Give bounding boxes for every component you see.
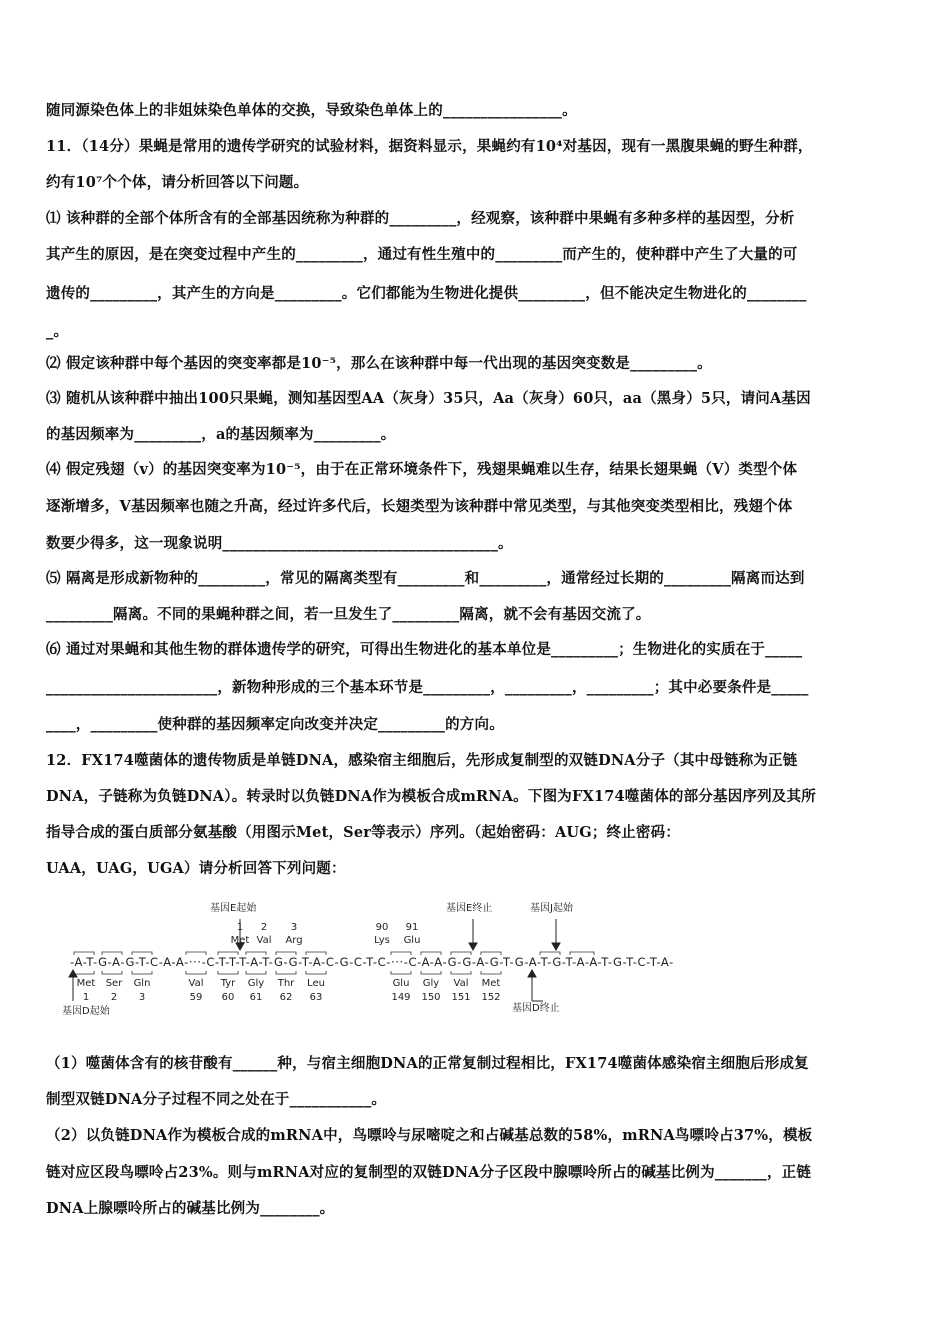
text-line: DNA上腺嘌呤所占的碱基比例为________。 xyxy=(46,1200,335,1217)
gene-d-aa-number: 62 xyxy=(279,992,293,1003)
question-12-line: 12．FX174噬菌体的遗传物质是单链DNA，感染宿主细胞后，先形成复制型的双链DNA分子（其中母链称为正链 xyxy=(46,752,798,769)
gene-d-aa-number: 61 xyxy=(249,992,263,1003)
text-line: 其产生的原因，是在突变过程中产生的_________，通过有性生殖中的_________而产生的，使种群中产生了大量的可 xyxy=(46,246,798,263)
gene-d-aa-name: Val xyxy=(453,978,469,989)
gene-e-aa-number: 3 xyxy=(290,922,298,933)
gene-d-aa-number: 151 xyxy=(451,992,471,1003)
gene-e-aa-number: 2 xyxy=(260,922,268,933)
gene-e-amino-acids xyxy=(231,922,421,946)
gene-e-aa-number: 91 xyxy=(405,922,419,933)
text-line: 指导合成的蛋白质部分氨基酸（用图示Met，Ser等表示）序列。（起始密码：AUG；终止密码： xyxy=(46,824,681,841)
gene-d-aa-number: 60 xyxy=(221,992,235,1003)
text-line: UAA，UAG，UGA）请分析回答下列问题： xyxy=(46,860,346,877)
gene-j-start-label: 基因J起始 xyxy=(530,903,573,914)
dna-sequence: -A-T-G-A-G-T-C-A-A-···-C-T-T-T-A-T-G-G-T-A-C-G-C-T-C-···-C-A-A-G-G-A-G-T-G-A-T-G-T-A-A-T-G-T-C-T-A- xyxy=(70,955,674,969)
gene-e-stop-label: 基因E终止 xyxy=(446,903,493,914)
text-line: _______________________，新物种形成的三个基本环节是_________，_________，_________；其中必要条件是_____ xyxy=(46,679,809,696)
gene-d-aa-name: Ser xyxy=(105,978,123,989)
text-line: 约有10⁷个个体，请分析回答以下问题。 xyxy=(46,174,309,191)
text-line: ⑹ 通过对果蝇和其他生物的群体遗传学的研究，可得出生物进化的基本单位是_________；生物进化的实质在于_____ xyxy=(46,641,803,658)
gene-e-aa-name: Lys xyxy=(374,935,390,946)
text-line: ⑵ 假定该种群中每个基因的突变率都是10⁻⁵，那么在该种群中每一代出现的基因突变数是_________。 xyxy=(46,355,712,372)
gene-d-aa-name: Gly xyxy=(422,978,440,989)
text-line: _。 xyxy=(46,323,69,340)
text-line: ____，_________使种群的基因频率定向改变并决定_________的方向。 xyxy=(46,716,504,733)
gene-e-start-label: 基因E起始 xyxy=(210,903,257,914)
gene-d-aa-name: Val xyxy=(188,978,204,989)
text-line: 逐渐增多，V基因频率也随之升高，经过许多代后，长翅类型为该种群中常见类型，与其他突变类型相比，残翅个体 xyxy=(46,498,793,515)
gene-d-start-label: 基因D起始 xyxy=(62,1006,110,1017)
text-line: 的基因频率为_________，a的基因频率为_________。 xyxy=(46,426,396,443)
gene-d-aa-name: Glu xyxy=(392,978,410,989)
text-line: 数要少得多，这一现象说明_____________________________________。 xyxy=(46,535,513,552)
gene-e-aa-name: Arg xyxy=(285,935,303,946)
gene-d-aa-name: Met xyxy=(76,978,96,989)
gene-d-aa-name: Gln xyxy=(133,978,151,989)
gene-d-aa-number: 149 xyxy=(391,992,411,1003)
gene-e-aa-name: Glu xyxy=(403,935,421,946)
gene-d-aa-name: Leu xyxy=(307,978,325,989)
text-line: ⑸ 隔离是形成新物种的_________，常见的隔离类型有_________和_________，通常经过长期的_________隔离而达到 xyxy=(46,570,805,587)
gene-d-aa-number: 2 xyxy=(110,992,118,1003)
gene-e-aa-number: 1 xyxy=(236,922,244,933)
text-line: ⑷ 假定残翅（v）的基因突变率为10⁻⁵，由于在正常环境条件下，残翅果蝇难以生存，结果长翅果蝇（V）类型个体 xyxy=(46,461,798,478)
gene-e-aa-name: Met xyxy=(230,935,250,946)
text-line: ⑴ 该种群的全部个体所含有的全部基因统称为种群的_________，经观察，该种群中果蝇有多种多样的基因型，分析 xyxy=(46,210,795,227)
text-line: DNA，子链称为负链DNA）。转录时以负链DNA作为模板合成mRNA。下图为FX174噬菌体的部分基因序列及其所 xyxy=(46,788,816,805)
gene-d-aa-number: 150 xyxy=(421,992,441,1003)
gene-d-amino-acids xyxy=(77,978,501,1003)
gene-e-aa-number: 90 xyxy=(375,922,389,933)
gene-e-aa-name: Val xyxy=(256,935,272,946)
gene-d-aa-number: 152 xyxy=(481,992,501,1003)
gene-d-aa-name: Tyr xyxy=(220,978,236,989)
question-11-line: 11．（14分）果蝇是常用的遗传学研究的试验材料，据资料显示，果蝇约有10⁴对基因，现有一黑腹果蝇的野生种群， xyxy=(46,138,813,155)
gene-sequence-figure xyxy=(62,897,674,1022)
gene-d-stop-label: 基因D终止 xyxy=(512,1003,560,1014)
gene-d-aa-name: Thr xyxy=(277,978,295,989)
text-line: 随同源染色体上的非姐妹染色单体的交换，导致染色单体上的________________。 xyxy=(46,102,577,119)
text-line: 遗传的_________，其产生的方向是_________。它们都能为生物进化提供_________，但不能决定生物进化的________ xyxy=(46,285,807,302)
text-line: _________隔离。不同的果蝇种群之间，若一旦发生了_________隔离，就不会有基因交流了。 xyxy=(46,606,651,623)
gene-d-aa-name: Gly xyxy=(247,978,265,989)
gene-d-aa-number: 59 xyxy=(189,992,203,1003)
text-line: ⑶ 随机从该种群中抽出100只果蝇，测知基因型AA（灰身）35只，Aa（灰身）60只，aa（黑身）5只，请问A基因 xyxy=(46,390,811,407)
gene-d-aa-name: Met xyxy=(481,978,501,989)
gene-d-aa-number: 63 xyxy=(309,992,323,1003)
gene-d-aa-number: 1 xyxy=(82,992,90,1003)
text-line: （2）以负链DNA作为模板合成的mRNA中，鸟嘌呤与尿嘧啶之和占碱基总数的58%，mRNA鸟嘌呤占37%，模板 xyxy=(46,1127,813,1144)
gene-d-aa-number: 3 xyxy=(138,992,146,1003)
text-line: 制型双链DNA分子过程不同之处在于___________。 xyxy=(46,1091,387,1108)
text-line: 链对应区段鸟嘌呤占23%。则与mRNA对应的复制型的双链DNA分子区段中腺嘌呤所占的碱基比例为_______，正链 xyxy=(46,1164,812,1181)
text-line: （1）噬菌体含有的核苷酸有______种，与宿主细胞DNA的正常复制过程相比，FX174噬菌体感染宿主细胞后形成复 xyxy=(46,1055,809,1072)
